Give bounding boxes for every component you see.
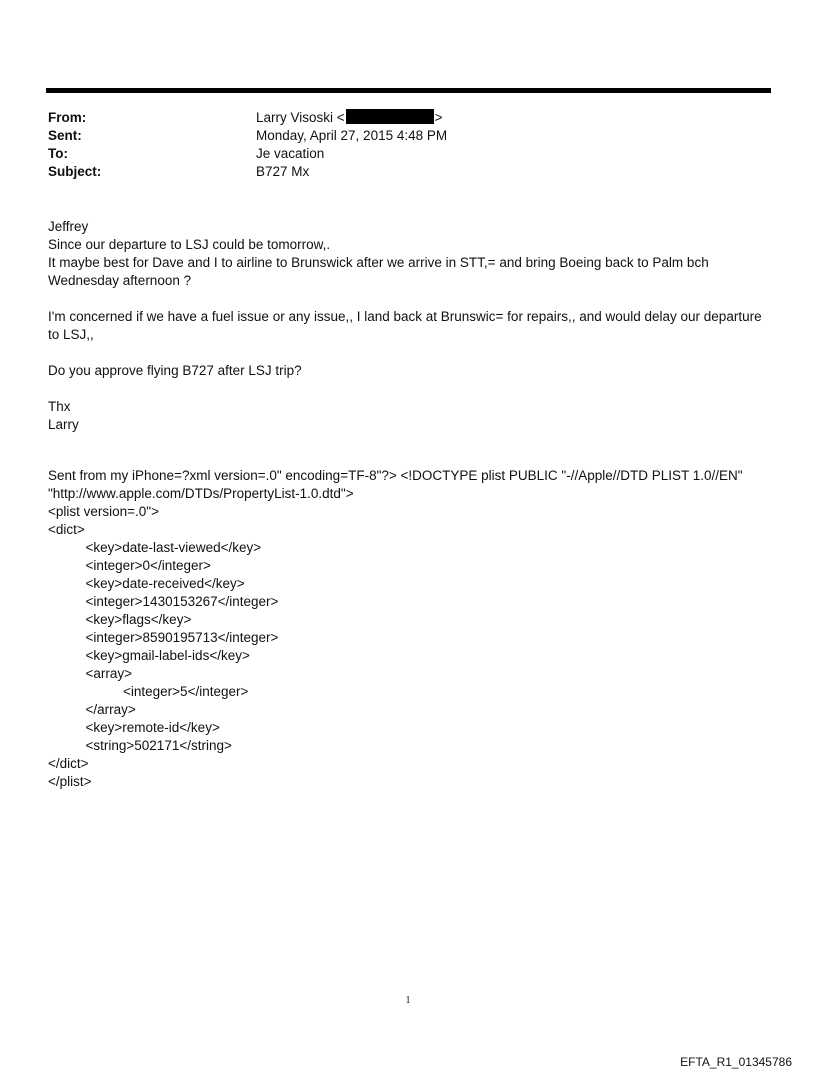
redaction-block xyxy=(346,109,434,124)
subject-value: B727 Mx xyxy=(256,164,310,179)
sent-row xyxy=(48,127,768,145)
from-value xyxy=(256,109,768,127)
sent-label: Sent: xyxy=(48,128,82,143)
from-row xyxy=(48,109,768,127)
plist-footer: Sent from my iPhone=?xml version=.0" encoding=TF-8"?> <!DOCTYPE plist PUBLIC "-//Apple//DTD PLIST 1.0//EN" "http://www.apple.com/DTDs/PropertyList-1.0.dtd"> <plist version=.0"> <dict> <key>date-last-viewed</key> <integer>0</integer> <key>date-received</key> <integer>1430153267</integer> <key>flags</key> <integer>8590195713</integer> <key>gmail-label-ids</key> <array> <integer>5</integer> </array> <key>remote-id</key> <string>502171</string> </dict> </plist> xyxy=(48,468,743,789)
page-number: 1 xyxy=(405,995,411,1006)
to-value: Je vacation xyxy=(256,146,325,161)
to-label: To: xyxy=(48,146,68,161)
from-label: From: xyxy=(48,110,87,125)
header-rule xyxy=(46,88,771,93)
from-close: > xyxy=(434,110,443,125)
email-header xyxy=(48,109,768,181)
document-id: EFTA_R1_01345786 xyxy=(680,1055,792,1069)
to-row xyxy=(48,145,768,163)
from-name: Larry Visoski < xyxy=(256,110,345,125)
email-body: Jeffrey Since our departure to LSJ could be tomorrow,. It maybe best for Dave and I to airline to Brunswick after we arrive in STT,= and bring Boeing back to Palm bch Wednesday afternoon ? I'm concerned if we have a fuel issue or any issue,, I land back at Brunswic= for repairs,, and would delay our departure to LSJ,, Do you approve flying B727 after LSJ trip? Thx Larry xyxy=(48,219,762,432)
subject-label: Subject: xyxy=(48,164,102,179)
subject-row xyxy=(48,163,768,181)
sent-value: Monday, April 27, 2015 4:48 PM xyxy=(256,128,448,143)
